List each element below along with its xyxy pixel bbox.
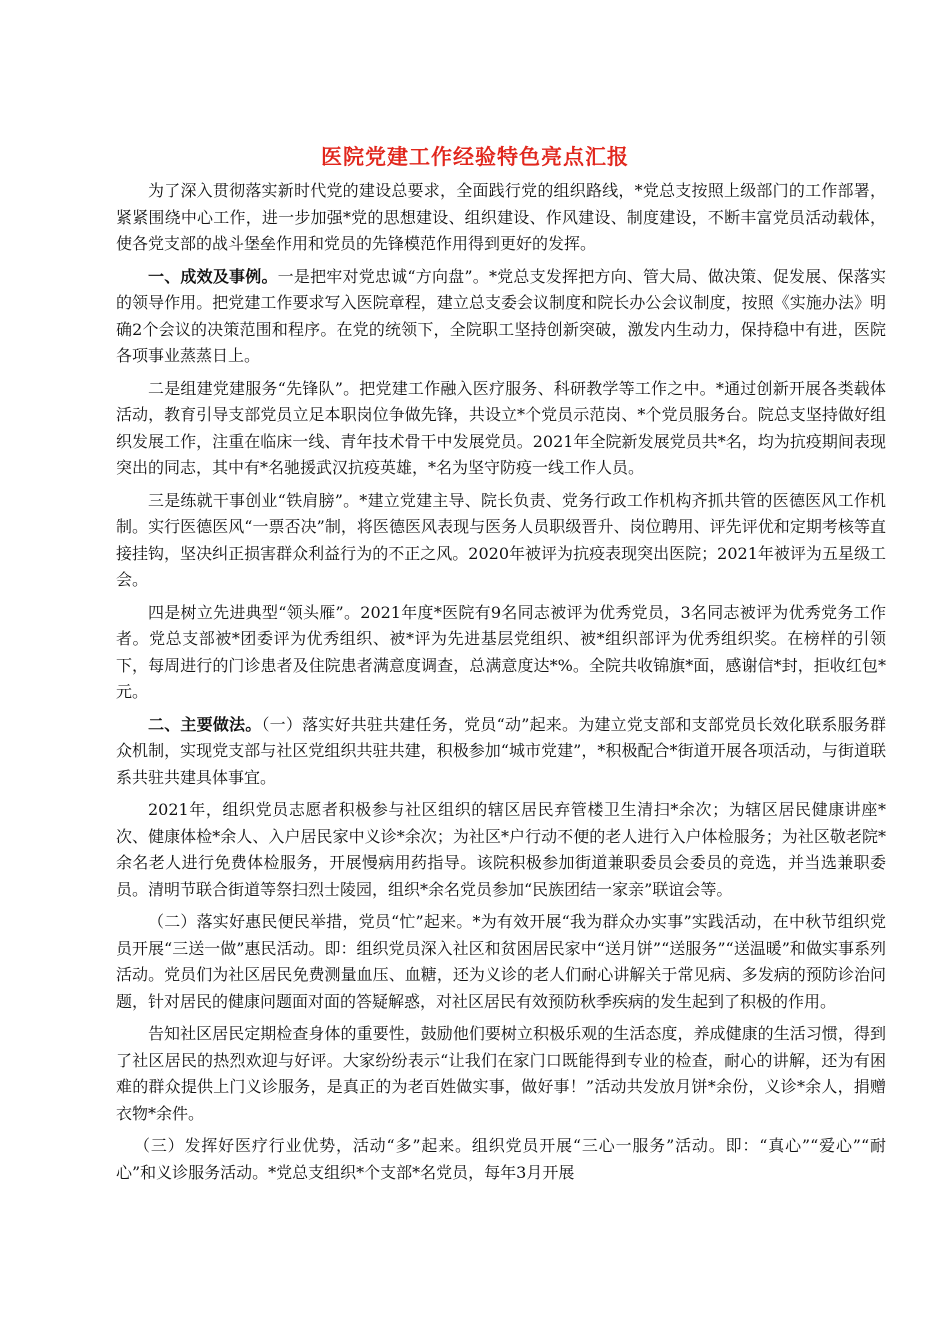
section-heading: 二、主要做法。: [148, 714, 262, 734]
paragraph-subsection-3: [116, 1133, 886, 1186]
paragraph-intro: [116, 178, 886, 258]
document-title: 医院党建工作经验特色亮点汇报: [321, 144, 629, 169]
paragraph-text: 为了深入贯彻落实新时代党的建设总要求，全面践行党的组织路线，*党总支按照上级部门的工作部署，紧紧围绕中心工作，进一步加强*党的思想建设、组织建设、作风建设、制度建设，不断丰富党员活动载体，使各党支部的战斗堡垒作用和党员的先锋模范作用得到更好的发挥。: [116, 181, 886, 253]
paragraph-text: 一是把牢对党忠诚“方向盘”。*党总支发挥把方向、管大局、做决策、促发展、保落实的领导作用。把党建工作要求写入医院章程，建立总支委会议制度和院长办公会议制度，按照《实施办法》明确2个会议的决策范围和程序。在党的统领下，全院职工坚持创新突破，激发内生动力，保持稳中有进，医院各项事业蒸蒸日上。: [116, 266, 886, 365]
paragraph-subsection-2: [116, 909, 886, 1015]
paragraph-section-1: [116, 264, 886, 370]
paragraph-health-check: [116, 1021, 886, 1127]
paragraph-2021-activities: [116, 797, 886, 903]
paragraph-point-4: [116, 600, 886, 706]
paragraph-text: 四是树立先进典型“领头雁”。2021年度*医院有9名同志被评为优秀党员，3名同志被评为优秀党务工作者。党总支部被*团委评为优秀组织、被*评为先进基层党组织、被*组织部评为优秀组织奖。在榜样的引领下，每周进行的门诊患者及住院患者满意度调查，总满意度达*%。全院共收锦旗*面，感谢信*封，拒收红包*元。: [116, 602, 886, 701]
paragraph-point-2: [116, 376, 886, 482]
paragraph-section-2: [116, 712, 886, 792]
paragraph-point-3: [116, 488, 886, 594]
paragraph-text: 三是练就干事创业“铁肩膀”。*建立党建主导、院长负责、党务行政工作机构齐抓共管的医德医风工作机制。实行医德医风“一票否决”制，将医德医风表现与医务人员职级晋升、岗位聘用、评先评优和定期考核等直接挂钩，坚决纠正损害群众利益行为的不正之风。2020年被评为抗疫表现突出医院；2021年被评为五星级工会。: [116, 490, 886, 589]
paragraph-text: 告知社区居民定期检查身体的重要性，鼓励他们要树立积极乐观的生活态度，养成健康的生活习惯，得到了社区居民的热烈欢迎与好评。大家纷纷表示“让我们在家门口既能得到专业的检查，耐心的讲解，还为有困难的群众提供上门义诊服务，是真正的为老百姓做实事，做好事！”活动共发放月饼*余份，义诊*余人，捐赠衣物*余件。: [116, 1024, 886, 1123]
section-heading: 一、成效及事例。: [148, 266, 278, 286]
paragraph-text: （二）落实好惠民便民举措，党员“忙”起来。*为有效开展“我为群众办实事”实践活动，在中秋节组织党员开展“三送一做”惠民活动。即：组织党员深入社区和贫困居民家中“送月饼”“送服务”“送温暖”和做实事系列活动。党员们为社区居民免费测量血压、血糖，还为义诊的老人们耐心讲解关于常见病、多发病的预防诊治问题，针对居民的健康问题面对面的答疑解惑，对社区居民有效预防秋季疾病的发生起到了积极的作用。: [116, 912, 886, 1011]
paragraph-text: 二是组建党建服务“先锋队”。把党建工作融入医疗服务、科研教学等工作之中。*通过创新开展各类载体活动，教育引导支部党员立足本职岗位争做先锋，共设立*个党员示范岗、*个党员服务台。院总支坚持做好组织发展工作，注重在临床一线、青年技术骨干中发展党员。2021年全院新发展党员共*名，均为抗疫期间表现突出的同志，其中有*名驰援武汉抗疫英雄，*名为坚守防疫一线工作人员。: [116, 378, 886, 477]
document-body: [116, 178, 886, 1192]
paragraph-text: 2021年，组织党员志愿者积极参与社区组织的辖区居民弃管楼卫生清扫*余次；为辖区居民健康讲座*次、健康体检*余人、入户居民家中义诊*余次；为社区*户行动不便的老人进行入户体检服务；为社区敬老院*余名老人进行免费体检服务，开展慢病用药指导。该院积极参加街道兼职委员会委员的竞选，并当选兼职委员。清明节联合街道等祭扫烈士陵园，组织*余名党员参加“民族团结一家亲”联谊会等。: [116, 800, 886, 899]
paragraph-text: （一）落实好共驻共建任务，党员“动”起来。为建立党支部和支部党员长效化联系服务群众机制，实现党支部与社区党组织共驻共建，积极参加“城市党建”，*积极配合*街道开展各项活动，与街道联系共驻共建具体事宜。: [116, 714, 886, 787]
paragraph-text: （三）发挥好医疗行业优势，活动“多”起来。组织党员开展“三心一服务”活动。即：“真心”“爱心”“耐心”和义诊服务活动。*党总支组织*个支部*名党员，每年3月开展: [116, 1136, 886, 1182]
